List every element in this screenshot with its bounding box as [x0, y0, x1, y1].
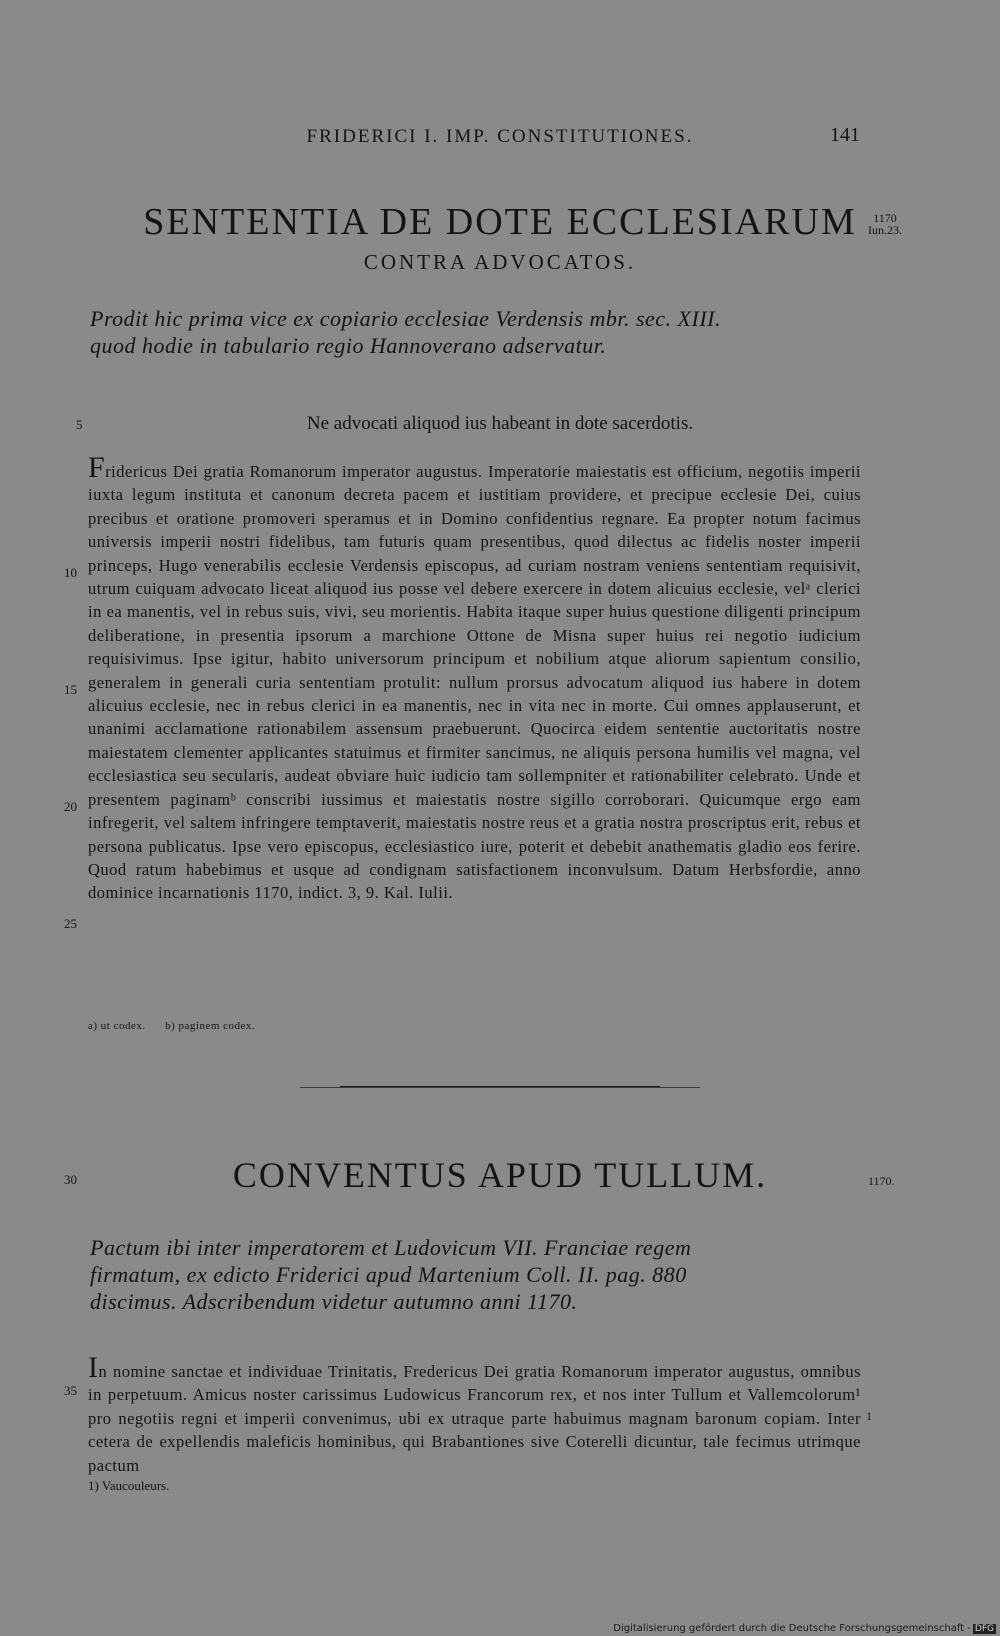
- line-number: 30: [64, 1172, 77, 1187]
- margin-note: 1: [866, 1409, 872, 1423]
- margin-date-day: Iun.23.: [868, 223, 902, 237]
- document-title-2: CONVENTUS APUD TULLUM.: [232, 1155, 768, 1195]
- margin-date-year: 1170: [873, 211, 897, 225]
- line-number: 25: [64, 916, 77, 931]
- digitization-credit: [613, 1623, 996, 1634]
- margin-date: [868, 212, 902, 236]
- drop-cap: F: [88, 451, 106, 484]
- running-head: FRIDERICI I. IMP. CONSTITUTIONES.: [306, 126, 694, 147]
- credit-text: Digitalisierung gefördert durch die Deutsche Forschungsgemeinschaft -: [613, 1623, 971, 1634]
- document-subtitle: CONTRA ADVOCATOS.: [363, 250, 637, 274]
- line-number: 20: [64, 799, 77, 814]
- charter-text: [88, 451, 861, 905]
- intro-line: discimus. Adscribendum videtur autumno anni 1170.: [90, 1289, 578, 1314]
- intro-line: Prodit hic prima vice ex copiario ecclesiae Verdensis mbr. sec. XIII.: [90, 306, 721, 331]
- intro-line: quod hodie in tabulario regio Hannoverano adservatur.: [90, 333, 607, 358]
- intro-note-2: [90, 1234, 880, 1315]
- line-number: 35: [64, 1383, 77, 1398]
- intro-line: firmatum, ex edicto Friderici apud Martenium Coll. II. pag. 880: [90, 1262, 687, 1287]
- intro-note: [90, 305, 880, 359]
- dfg-logo: DFG: [974, 1624, 994, 1634]
- footnotes: a) ut codex. b) paginem codex.: [88, 1020, 256, 1032]
- document-title: SENTENTIA DE DOTE ECCLESIARUM: [143, 201, 857, 243]
- drop-cap: I: [88, 1351, 99, 1384]
- charter-body: ridericus Dei gratia Romanorum imperator augustus. Imperatorie maiestatis est officium, negotiis imperii iuxta legum instituta et canonum decreta pacem et iustitiam providere, et precipue ecclesie Dei, cuius precibus et oratione promoveri speramus et in Domino confidentius regnare. Ea propter notum facimus universis imperii nostri fidelibus, tam futuris quam presentibus, quod dilectus ac fidelis noster imperii princeps, Hugo venerabilis ecclesie Verdensis episcopus, ad curiam nostram veniens sententiam requisivit, utrum cuiquam advocato liceat aliquod ius posse vel debere exercere in dotem alicuius ecclesie, velᵃ clerici in ea manentis, vel in rebus suis, vivi, seu morientis. Habita itaque super huius questione diligenti principum deliberatione, in presentia ipsorum a marchione Ottone de Misna super huius rei negotio iudicium requisivimus. Ipse igitur, habito universorum principum et nobilium atque aliorum sapientum consilio, generalem in generali curia sententiam protulit: nullum prorsus advocatum aliquod ius habere in dotem alicuius ecclesie, nec in rebus clerici in ea manentis, nec in vita nec in morte. Cui omnes applauserunt, et unanimi acclamatione rationabilem assensum praebuerunt. Quocirca eidem sententie auctoritatis nostre maiestatem clementer applicantes statuimus et firmiter sancimus, ne aliquis persona humilis vel magna, vel ecclesiastica seu secularis, audeat obviare huic iudicio tam sollempniter et rationabiliter celebrato. Unde et presentem paginamᵇ conscribi iussimus et maiestatis nostre sigillo corroborari. Quicumque ergo eam infregerit, vel saltem infringere temptaverit, maiestatis nostre reus et a gratia nostra proscriptus erit, rebus et persona publicatus. Ipse vero episcopus, ecclesiastico iure, poterit et debebit anathematis gladio eos ferire. Quod ratum habebimus et usque ad condignam satisfactionem inconvulsum. Datum Herbsfordie, anno dominice incarnationis 1170, indict. 3, 9. Kal. Iulii.: [88, 462, 861, 903]
- line-number: 10: [64, 565, 77, 580]
- line-number: 5: [76, 417, 83, 432]
- page-number: 141: [830, 124, 860, 146]
- section-divider: [340, 1086, 660, 1088]
- charter-text-2: [88, 1351, 861, 1477]
- footnote-2: 1) Vaucouleurs.: [88, 1478, 170, 1493]
- line-number: 15: [64, 682, 77, 697]
- charter-body-2: n nomine sanctae et individuae Trinitatis, Fredericus Dei gratia Romanorum imperator augustus, omnibus in perpetuum. Amicus noster carissimus Ludowicus Francorum rex, et nos inter Tullum et Vallemcolorum¹ pro negotiis regni et imperii convenimus, ubi ex utraque parte habuimus magnam baronum copiam. Inter cetera de expellendis maleficis hominibus, qui Brabantiones sive Coterelli dicuntur, tale fecimus utrimque pactum: [88, 1362, 861, 1475]
- intro-line: Pactum ibi inter imperatorem et Ludovicum VII. Franciae regem: [90, 1235, 692, 1260]
- rubric: Ne advocati aliquod ius habeant in dote sacerdotis.: [306, 413, 694, 434]
- margin-date-2: 1170.: [868, 1174, 895, 1188]
